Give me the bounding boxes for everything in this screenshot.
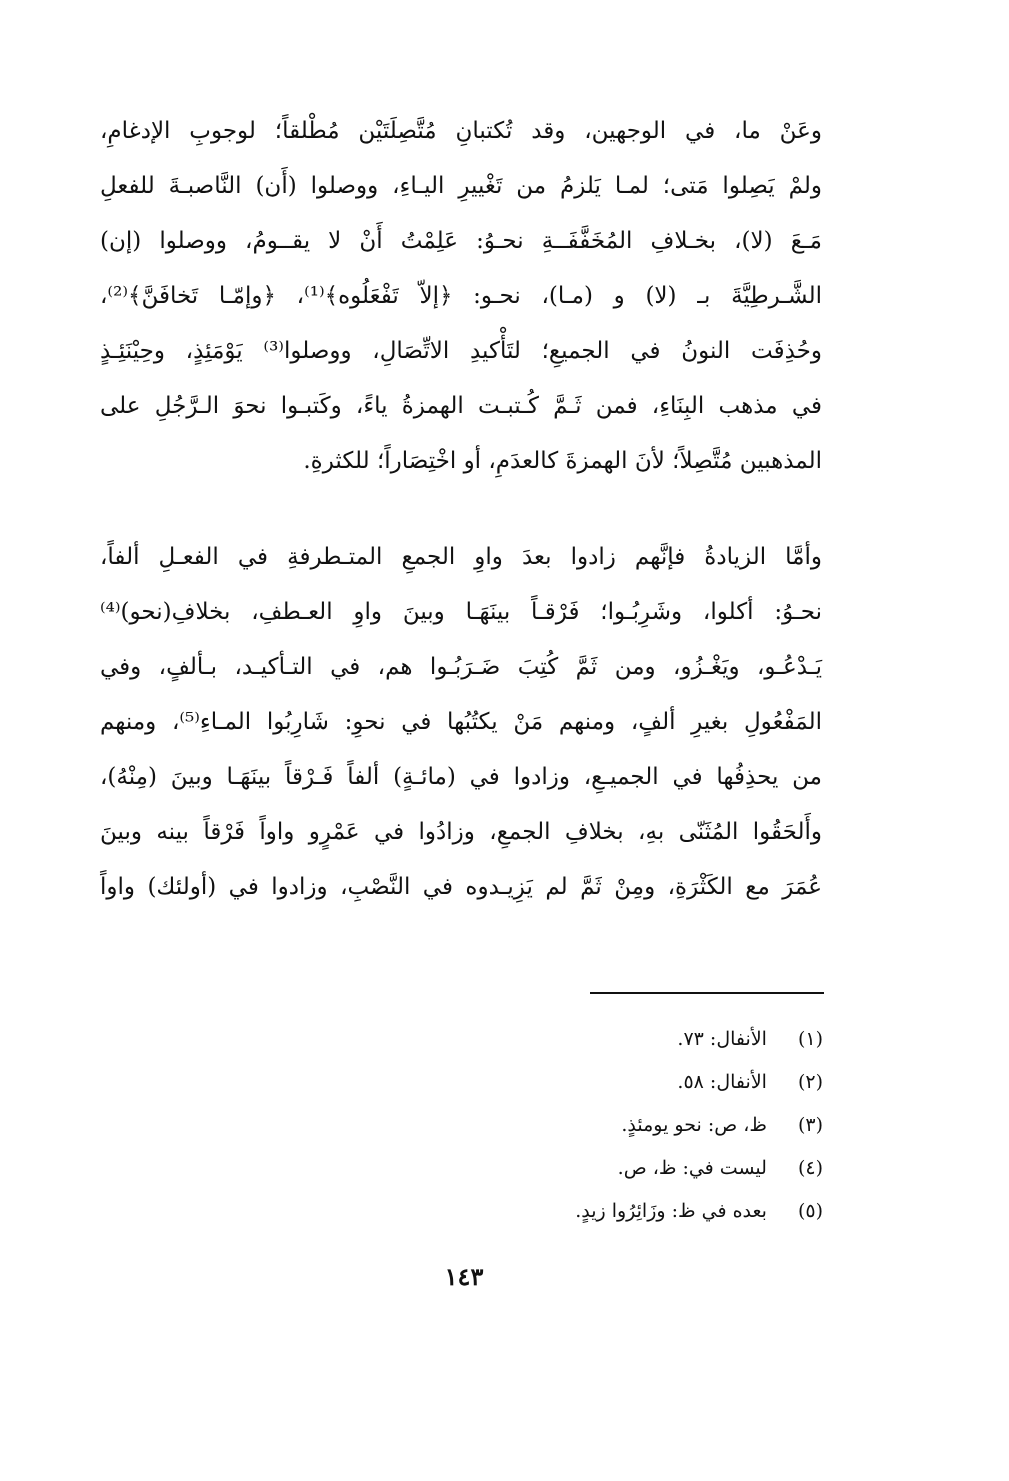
text-line: وعَنْ ما، في الوجهين، وقد تُكتبانِ مُتَّصِلَتَيْن مُطْلقاً؛ لوجوبِ الإدغامِ، (100, 118, 822, 144)
text-line: الشَّـرطِيَّةَ بـ (لا) و (مـا)، نحـو: ﴿إلاّ تَفْعَلُوه﴾⁽¹⁾، ﴿وإمّـا تَخافَنَّ﴾⁽²⁾، (100, 283, 823, 309)
text-line: وأَلحَقُوا المُثَنّى بهِ، بخلافِ الجمعِ، وزادُوا في عَمْرٍو واواً فَرْقاً بينه وبينَ (100, 819, 822, 845)
footnote-item (363, 1061, 823, 1104)
text-line: من يحذِفُها في الجميـعِ، وزادوا في (مائـةٍ) ألفاً فَـرْقاً بينَهَـا وبينَ (مِنْهُ)، (100, 764, 822, 790)
footnote-separator (590, 992, 824, 994)
footnote-text: ليست في: ظ، ص. (617, 1157, 767, 1179)
footnotes-list (363, 1018, 823, 1233)
footnote-item (363, 1147, 823, 1190)
text-line: المذهبين مُتَّصِلاً؛ لأنَ الهمزةَ كالعدَمِ، أو اخْتِصَاراً؛ للكثرةِ. (303, 448, 822, 474)
text-line: عُمَرَ مع الكَثْرَةِ، ومِنْ ثَمَّ لم يَزِيـدوه في النَّصْبِ، وزادوا في (أولئك) واواً (100, 874, 822, 900)
text-line: في مذهب البِنَاءِ، فمن ثَـمَّ كُـتبـت الهمزةُ ياءً، وكَتبـوا نحوَ الـرَّجُلِ على (100, 393, 822, 419)
text-line: وحُذِفَت النونُ في الجميعِ؛ لتَأْكيدِ الاتِّصَالِ، ووصلوا⁽³⁾ يَوْمَئِذٍ، وحِيْنَئِـذٍ (100, 338, 822, 364)
footnote-number: (١) (797, 1028, 823, 1050)
footnote-text: ظ، ص: نحو يومئذٍ. (621, 1114, 767, 1136)
page-number: ١٤٣ (444, 1262, 484, 1291)
text-line: مَـعَ (لا)، بخـلافِ المُخَفَّفَــةِ نحـوُ: عَلِمْتُ أَنْ لا يقــومُ، ووصلوا (إن) (100, 228, 822, 254)
footnote-number: (٥) (797, 1200, 823, 1222)
text-line: ولمْ يَصِلوا مَتى؛ لمـا يَلزمُ من تَغْييرِ اليـاءِ، ووصلوا (أَن) النَّاصبـةَ للفعلِ (100, 173, 822, 199)
main-text-paragraph-2 (100, 530, 822, 915)
footnote-number: (٣) (797, 1114, 823, 1136)
footnote-number: (٢) (797, 1071, 823, 1093)
footnote-text: بعده في ظ: وزَائِرُوا زيدٍ. (575, 1200, 767, 1222)
footnote-text: الأنفال: ٥٨. (677, 1071, 767, 1093)
text-line: نحـوُ: أكلوا، وشَرِبُـوا؛ فَرْقـاً بينَهَـا وبينَ واوِ العـطفِ، بخلافِ(نحو)⁽⁴⁾ (100, 599, 822, 625)
text-line: المَفْعُولِ بغيرِ ألفٍ، ومنهم مَنْ يكتُبُها في نحوِ: شَارِبُوا المـاءِ⁽⁵⁾، ومنهم (100, 709, 822, 735)
main-text-paragraph-1 (100, 104, 822, 489)
footnote-item (363, 1190, 823, 1233)
footnote-number: (٤) (797, 1157, 823, 1179)
text-line: يَـدْعُـو، ويَغْـزُو، ومن ثَمَّ كُتِبَ ضَـرَبُـوا هم، في التـأكيـد، بـألفٍ، وفي (100, 654, 822, 680)
text-line: وأمَّا الزيادةُ فإنَّهم زادوا بعدَ واوِ الجمعِ المتـطرفةِ في الفعـلِ ألفاً، (100, 544, 822, 570)
footnote-item (363, 1018, 823, 1061)
footnote-item (363, 1104, 823, 1147)
footnote-text: الأنفال: ٧٣. (677, 1028, 767, 1050)
